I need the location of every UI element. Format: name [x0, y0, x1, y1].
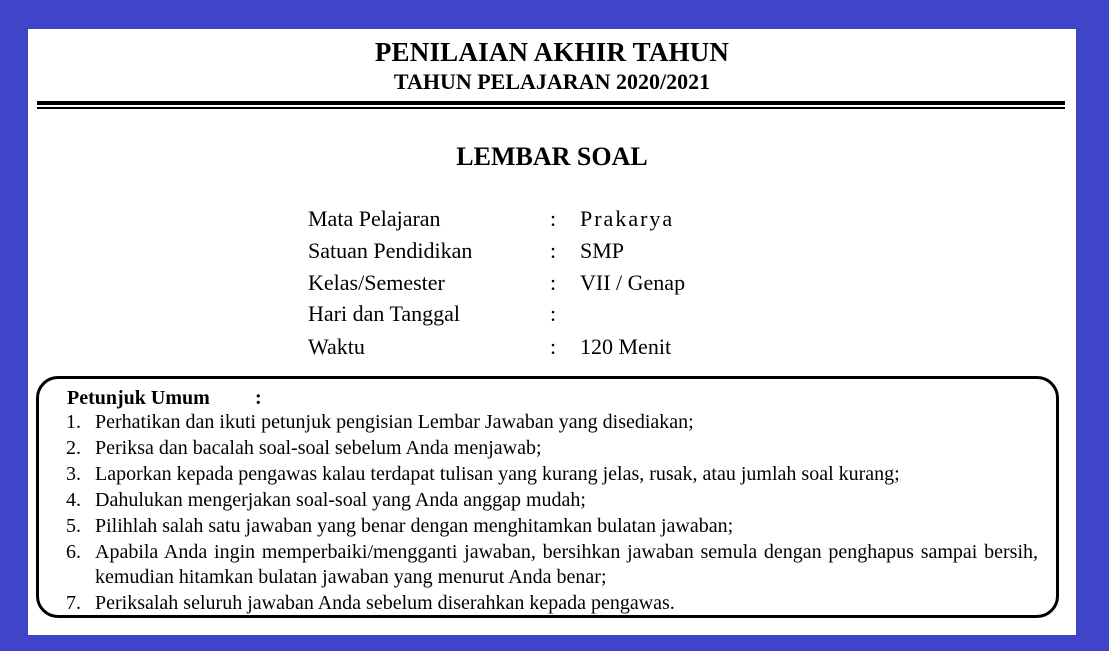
sheet-title: LEMBAR SOAL [456, 142, 648, 171]
instruction-text: Perhatikan dan ikuti petunjuk pengisian Lembar Jawaban yang disediakan; [95, 411, 694, 433]
info-label: Mata Pelajaran [308, 206, 441, 231]
info-colon: : [550, 270, 557, 295]
exam-sheet [28, 29, 1076, 635]
info-label: Waktu [308, 334, 365, 359]
info-label: Satuan Pendidikan [308, 238, 473, 263]
instruction-text: Periksa dan bacalah soal-soal sebelum Anda menjawab; [95, 437, 542, 459]
instruction-number: 2. [66, 437, 81, 459]
instruction-text: Pilihlah salah satu jawaban yang benar dengan menghitamkan bulatan jawaban; [95, 515, 734, 537]
info-colon: : [550, 206, 557, 231]
instruction-number: 1. [66, 411, 81, 433]
info-colon: : [550, 238, 557, 263]
instruction-text: Dahulukan mengerjakan soal-soal yang Anda anggap mudah; [95, 489, 586, 511]
instruction-text: Laporkan kepada pengawas kalau terdapat tulisan yang kurang jelas, rusak, atau jumlah soal kurang; [95, 463, 900, 485]
instruction-number: 3. [66, 463, 81, 485]
info-value: SMP [580, 238, 625, 263]
academic-year: TAHUN PELAJARAN 2020/2021 [393, 69, 711, 94]
info-label: Hari dan Tanggal [308, 301, 461, 326]
instruction-number: 4. [66, 489, 81, 511]
info-colon: : [550, 301, 557, 326]
info-value: VII / Genap [580, 270, 686, 295]
info-value: Prakarya [580, 206, 675, 231]
instruction-text: Apabila Anda ingin memperbaiki/mengganti jawaban, bersihkan jawaban semula dengan penghapus sampai bersih, kemudian hitamkan bulatan jawaban yang menurut Anda benar; [95, 541, 1038, 588]
info-colon: : [550, 334, 557, 359]
instruction-number: 6. [66, 541, 81, 563]
header-divider-thick [37, 101, 1065, 105]
instructions-heading-colon: : [255, 387, 262, 409]
instructions-heading [67, 385, 262, 411]
info-label: Kelas/Semester [308, 270, 445, 295]
instruction-number: 7. [66, 592, 81, 614]
header-divider-thin [37, 107, 1065, 109]
exam-title: PENILAIAN AKHIR TAHUN [374, 37, 730, 67]
instruction-text: Periksalah seluruh jawaban Anda sebelum diserahkan kepada pengawas. [95, 592, 675, 614]
instructions-heading-label: Petunjuk Umum [67, 387, 210, 409]
instruction-number: 5. [66, 515, 81, 537]
info-value: 120 Menit [580, 334, 672, 359]
